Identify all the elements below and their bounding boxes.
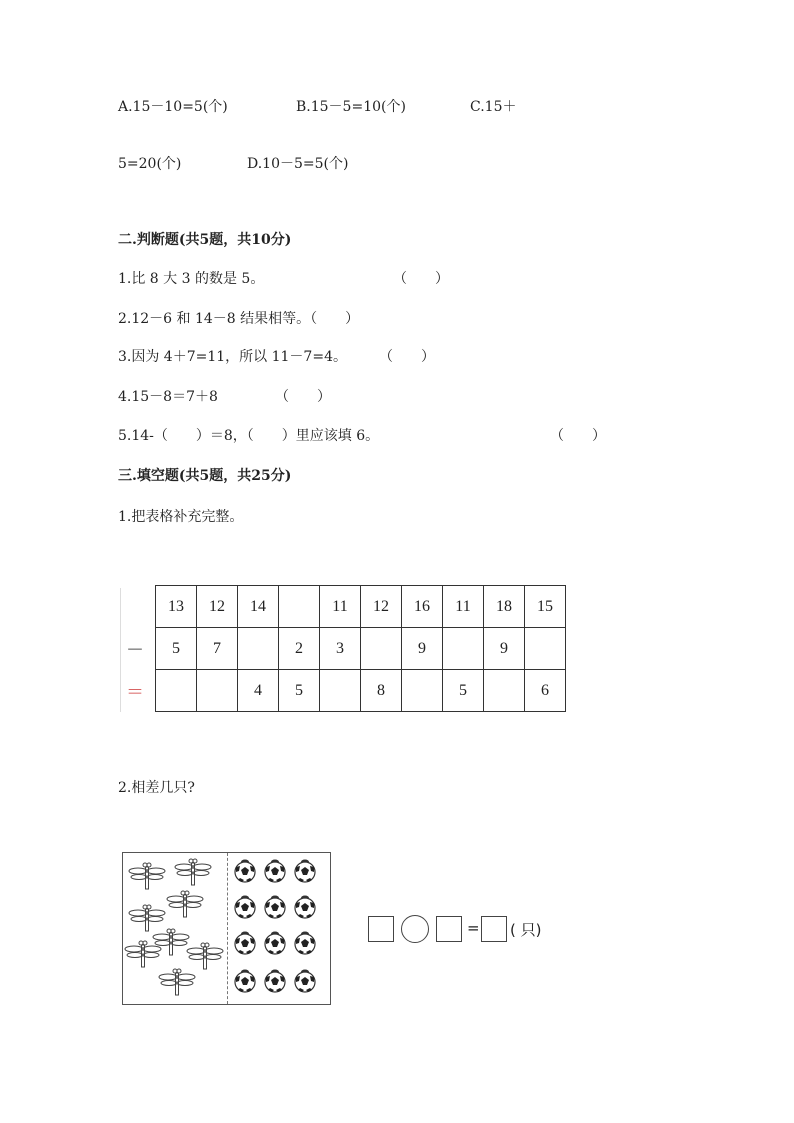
choice-c-part2: 5=20(个) xyxy=(118,156,182,172)
ladybug-icon xyxy=(265,896,285,919)
dragonfly-icon xyxy=(125,941,161,967)
ladybug-icon xyxy=(295,896,315,919)
table-row-minuend xyxy=(156,586,566,628)
ladybug-icon xyxy=(265,860,285,883)
choice-b: B.15－5=10(个) xyxy=(296,99,406,115)
ladybug-icon xyxy=(235,932,255,955)
table-left-edge xyxy=(120,588,121,712)
judge-item-3: 3.因为 4＋7=11，所以 11－7=4。 xyxy=(118,349,347,365)
choice-d: D.10－5=5(个) xyxy=(247,156,349,172)
ladybug-icon xyxy=(295,932,315,955)
operator-circle[interactable] xyxy=(401,915,429,943)
table-cell: 14 xyxy=(238,586,279,628)
table-cell xyxy=(197,670,238,712)
table-cell: 12 xyxy=(361,586,402,628)
unit-label: ( 只) xyxy=(510,921,542,939)
table-cell: 8 xyxy=(361,670,402,712)
table-cell xyxy=(484,670,525,712)
table-cell: 9 xyxy=(402,628,443,670)
table-row-difference xyxy=(156,670,566,712)
table-cell: 3 xyxy=(320,628,361,670)
table-cell: 5 xyxy=(443,670,484,712)
subtraction-table xyxy=(155,585,566,712)
ladybug-icon xyxy=(235,860,255,883)
answer-box-second[interactable] xyxy=(436,916,462,942)
judge-item-3-bracket: （ ） xyxy=(379,349,435,365)
table-cell xyxy=(443,628,484,670)
table-cell: 9 xyxy=(484,628,525,670)
judge-item-4: 4.15－8＝7＋8 xyxy=(118,389,218,405)
table-cell xyxy=(320,670,361,712)
judge-item-5: 5.14-（ ）＝8，（ ）里应该填 6。 xyxy=(118,428,380,444)
judge-item-1: 1.比 8 大 3 的数是 5。 xyxy=(118,271,265,287)
judge-item-4-bracket: （ ） xyxy=(275,389,331,405)
dragonfly-icon xyxy=(175,859,211,885)
answer-box-result[interactable] xyxy=(481,916,507,942)
table-cell xyxy=(525,628,566,670)
table-cell: 5 xyxy=(156,628,197,670)
table-cell: 12 xyxy=(197,586,238,628)
ladybug-icon xyxy=(235,896,255,919)
ladybug-icon xyxy=(265,932,285,955)
table-row-subtrahend xyxy=(156,628,566,670)
judge-item-2: 2.12－6 和 14－8 结果相等。（ ） xyxy=(118,311,360,327)
table-cell xyxy=(361,628,402,670)
table-cell: 4 xyxy=(238,670,279,712)
table-cell: 7 xyxy=(197,628,238,670)
table-cell: 16 xyxy=(402,586,443,628)
dragonfly-icon xyxy=(187,943,223,969)
ladybug-icon xyxy=(295,970,315,993)
table-cell: 6 xyxy=(525,670,566,712)
dragonfly-icon xyxy=(129,863,165,889)
answer-box-first[interactable] xyxy=(368,916,394,942)
table-cell: 15 xyxy=(525,586,566,628)
table-cell xyxy=(156,670,197,712)
dragonfly-icon xyxy=(167,891,203,917)
choice-a: A.15－10=5(个) xyxy=(118,99,228,115)
fill-question-1: 1.把表格补充完整。 xyxy=(118,509,244,525)
ladybug-icon xyxy=(235,970,255,993)
minus-sign: － xyxy=(126,640,144,660)
table-cell: 2 xyxy=(279,628,320,670)
table-cell: 5 xyxy=(279,670,320,712)
judge-item-1-bracket: （ ） xyxy=(393,271,449,287)
insect-picture xyxy=(122,852,331,1005)
ladybug-icon xyxy=(295,860,315,883)
insects-drawing xyxy=(123,853,330,1004)
equals-symbol: = xyxy=(467,919,480,937)
table-cell xyxy=(402,670,443,712)
table-cell xyxy=(238,628,279,670)
table-cell xyxy=(279,586,320,628)
table-cell: 11 xyxy=(443,586,484,628)
equals-sign: ＝ xyxy=(126,682,144,702)
ladybug-icon xyxy=(265,970,285,993)
fill-question-2: 2.相差几只? xyxy=(118,780,195,796)
section-3-title: 三.填空题(共5题，共25分) xyxy=(118,468,292,484)
table-cell: 13 xyxy=(156,586,197,628)
choice-c-part1: C.15＋ xyxy=(470,99,517,115)
table-cell: 18 xyxy=(484,586,525,628)
dragonfly-icon xyxy=(159,969,195,995)
section-2-title: 二.判断题(共5题，共10分) xyxy=(118,232,292,248)
table-cell: 11 xyxy=(320,586,361,628)
judge-item-5-bracket: （ ） xyxy=(550,428,606,444)
dragonfly-icon xyxy=(129,905,165,931)
